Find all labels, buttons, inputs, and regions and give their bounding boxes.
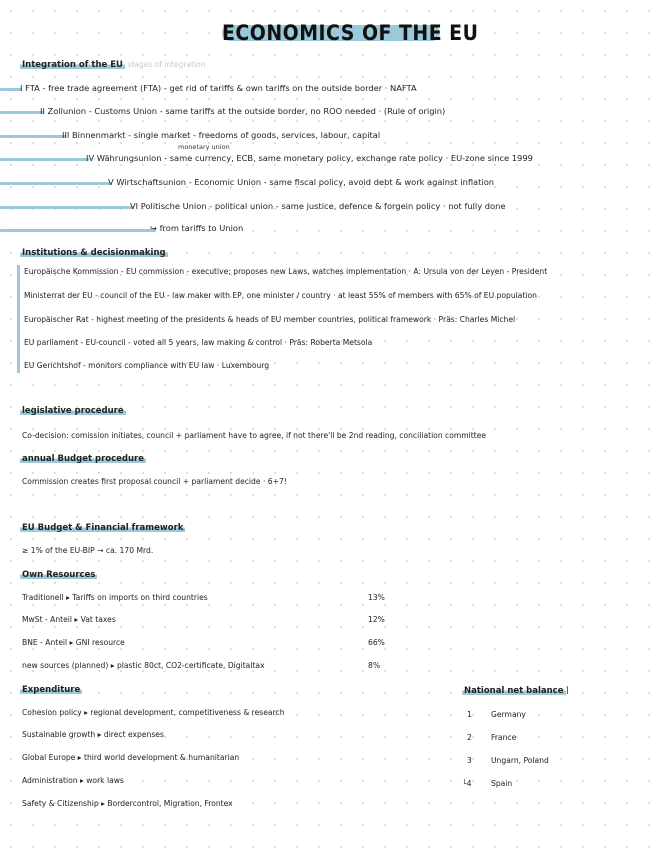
stage-text: Zollunion - Customs Union - same tariffs at the outside border, no ROO needed · (Rule of origin) [47,106,446,116]
page-title: ECONOMICS OF THE EU [222,21,479,45]
expenditure-line: Cohesion policy ▸ regional development, competitiveness & research [22,708,285,717]
expenditure-line: Administration ▸ work laws [22,776,124,785]
expenditure-line: Global Europe ▸ third world development & humanitarian [22,753,240,762]
integration-footer-text: from tariffs to Union [159,223,244,233]
legislative-heading: legislative procedure [22,406,124,416]
stage-bar-4 [0,158,89,161]
net-balance-country: France [491,733,517,742]
resource-value: 12% [368,615,385,624]
net-balance-rank: └4 [462,779,472,788]
stage-line-5 [108,176,494,188]
stage-num: I [20,83,23,93]
stage-num: IV [86,153,95,163]
stage-line-6 [130,200,506,212]
budget-procedure-text: Commission creates first proposal council + parliament decide · 6+7! [22,477,287,486]
section-institutions [20,246,168,259]
stage-bar-2 [0,111,44,114]
stage-line-1 [20,82,417,94]
stage-line-2 [40,105,445,117]
net-balance-rank: 3 [467,756,472,765]
stage-num: V [108,177,114,187]
financial-heading: EU Budget & Financial framework [22,523,184,533]
resource-label: Traditionell ▸ Tariffs on imports on third countries [22,593,208,602]
resource-value: 13% [368,593,385,602]
stage-bar-1 [0,88,22,91]
legislative-text: Co-decision: comission initiates, council + parliament have to agree, if not there'll be 2nd reading, conciliation committee [22,431,487,440]
resource-label: MwSt - Anteil ▸ Vat taxes [22,615,116,624]
stage-text: Politische Union - political union - same justice, defence & forgein policy · not fully done [140,201,506,211]
expenditure-heading: Expenditure [22,685,81,695]
stage-text: Wirtschaftsunion - Economic Union - same fiscal policy, avoid debt & work against inflation [116,177,495,187]
section-expenditure [20,683,82,696]
institution-line: EU Gerichtshof - monitors compliance with EU law · Luxembourg [24,361,270,370]
net-balance-rank: 1 [467,710,472,719]
integration-heading: Integration of the EU [22,60,123,70]
stage-num: III [62,130,70,140]
net-balance-country: Ungarn, Poland [491,756,549,765]
stage-bar-5 [0,182,111,185]
institution-line: Ministerrat der EU - council of the EU - law maker with EP, one minister / country · at least 55% of members with 65% of EU population [24,291,537,300]
stage-text: Binnenmarkt - single market - freedoms of goods, services, labour, capital [71,130,381,140]
stage-bar-3 [0,135,66,138]
corner-bracket-icon: ⌉ [565,685,569,695]
institution-line: EU parliament - EU-council - voted all 5 years, law making & control · Präs: Roberta Metsola [24,338,373,347]
institutions-heading: Institutions & decisionmaking [22,248,166,258]
stage-num: II [40,106,45,116]
section-net-balance [462,684,569,697]
own-resources-heading: Own Resources [22,570,96,580]
arrow-right-icon: ↪ [150,223,157,233]
integration-footer [150,222,243,234]
net-balance-rank: 2 [467,733,472,742]
integration-heading-note: stages of integration [127,60,206,69]
expenditure-line: Sustainable growth ▸ direct expenses [22,730,164,739]
institution-line: Europäischer Rat - highest meeting of the presidents & heads of EU member countries, political framework · Präs: Charles Michel [24,315,516,324]
budget-procedure-heading: annual Budget procedure [22,454,144,464]
rank-number: 4 [466,779,472,788]
resource-label: BNE - Anteil ▸ GNI resource [22,638,125,647]
stage-4-note: monetary union [178,143,230,151]
resource-value: 66% [368,638,385,647]
institution-line: Europäische Kommission - EU commission - executive; proposes new Laws, watches implementation · A: Ursula von der Leyen - President [24,267,548,276]
section-own-resources [20,568,97,581]
stage-num: VI [130,201,139,211]
resource-label: new sources (planned) ▸ plastic 80ct, CO2-certificate, Digitaltax [22,661,265,670]
section-integration [20,58,206,71]
stage-line-3 [62,129,380,141]
institutions-bracket [17,265,20,373]
resource-value: 8% [368,661,381,670]
arrow-bar [0,229,156,232]
stage-text: Währungsunion - same currency, ECB, same monetary policy, exchange rate policy · EU-zone since 1999 [96,153,533,163]
net-balance-country: Germany [491,710,526,719]
section-financial [20,521,185,534]
financial-text: ≥ 1% of the EU-BIP → ca. 170 Mrd. [22,546,154,555]
section-budget-procedure [20,452,146,465]
expenditure-line: Safety & Citizenship ▸ Bordercontrol, Migration, Frontex [22,799,233,808]
section-legislative [20,404,126,417]
stage-text: FTA - free trade agreement (FTA) - get rid of tariffs & own tariffs on the outside border · NAFTA [25,83,417,93]
stage-line-4 [86,152,533,164]
stage-bar-6 [0,206,133,209]
net-balance-heading: National net balance [464,686,564,696]
net-balance-country: Spain [491,779,513,788]
